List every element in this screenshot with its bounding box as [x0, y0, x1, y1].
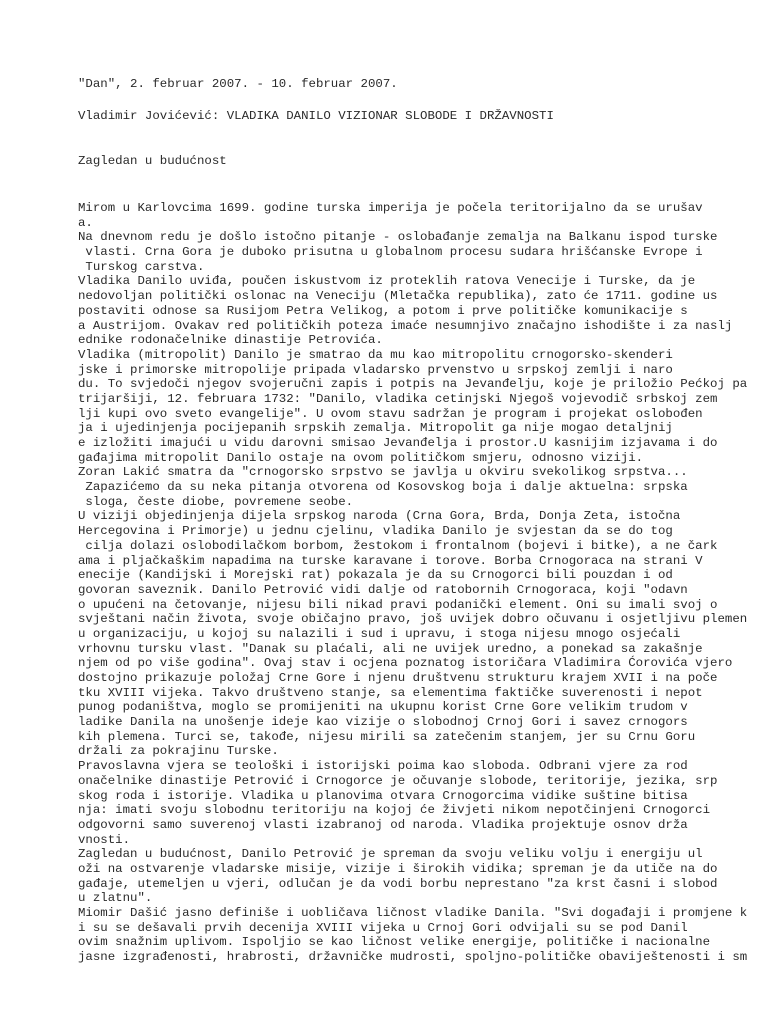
article-body: [78, 201, 768, 965]
source-line: "Dan", 2. februar 2007. - 10. februar 2007.: [78, 77, 398, 91]
body-line: vlasti. Crna Gora je duboko prisutna u globalnom procesu sudara hrišćanske Evrope i: [78, 245, 703, 260]
body-line: Pravoslavna vjera se teološki i istorijski poima kao sloboda. Odbrani vjere za rod: [78, 759, 688, 774]
body-line: vrhovnu tursku vlast. "Danak su plaćali, ali ne uvijek uredno, a ponekad sa zakašnje: [78, 641, 703, 656]
body-line: dostojno prikazuje položaj Crne Gore i njenu društvenu strukturu krajem XVII i na poče: [78, 671, 718, 685]
body-line: ja i ujedinjenja pocijepanih srpskih zemalja. Mitropolit ga nije mogao detaljnij: [78, 421, 673, 436]
body-line: Zapazićemo da su neka pitanja otvorena od Kosovskog boja i dalje aktuelna: srpska: [78, 480, 688, 495]
body-line: Hercegovina i Primorje) u jednu cjelinu, vladika Danilo je svjestan da se do tog: [78, 524, 673, 539]
body-line: Vladika Danilo uviđa, poučen iskustvom iz proteklih ratova Venecije i Turske, da je: [78, 274, 696, 289]
body-line: odgovorni samo suverenoj vlasti izabranoj od naroda. Vladika projektuje osnov drža: [78, 817, 688, 832]
body-line: Miomir Dašić jasno definiše i uobličava ličnost vladike Danila. "Svi događaji i promjene k: [78, 906, 748, 920]
body-line: skog roda i istorije. Vladika u planovima otvara Crnogorcima vidike suštine bitisa: [78, 788, 688, 803]
body-line: sloga, česte diobe, povremene seobe.: [78, 494, 354, 509]
body-line: govoran saveznik. Danilo Petrović vidi dalje od ratobornih Crnogoraca, koji "odavn: [78, 582, 688, 597]
body-line: lji kupi ovo sveto evangelije". U ovom stavu sadržan je program i projekat oslobođen: [78, 406, 703, 421]
body-line: onačelnike dinastije Petrović i Crnogorce je očuvanje slobode, teritorije, jezika, srp: [78, 773, 718, 788]
body-line: jasne izgrađenosti, hrabrosti, državničke mudrosti, spoljno-političke obaviještenosti i sm: [78, 950, 748, 965]
body-line: nja: imati svoju slobodnu teritoriju na kojoj će živjeti nikom nepotčinjeni Crnogorci: [78, 803, 711, 818]
body-line: i su se dešavali prvih decenija XVIII vijeka u Crnoj Gori odvijali su se pod Danil: [78, 920, 688, 935]
body-line: oži na ostvarenje vladarske misije, vizije i širokih vidika; spreman je da utiče na do: [78, 861, 718, 876]
body-line: punog podaništva, moglo se promijeniti na ukupnu korist Crne Gore velikim trudom v: [78, 700, 688, 715]
body-line: nedovoljan politički oslonac na Veneciju (Mletačka republika), zato će 1711. godine us: [78, 289, 718, 304]
body-line: ladike Danila na unošenje ideje kao vizije o slobodnoj Crnoj Gori i savez crnogors: [78, 715, 688, 730]
body-line: o upućeni na četovanje, nijesu bili nikad pravi podanički element. Oni su imali svoj o: [78, 597, 718, 612]
body-line: ovim snažnim uplivom. Ispoljio se kao ličnost velike energije, političke i nacionalne: [78, 935, 711, 950]
body-line: ednike rodonačelnike dinastije Petrovića.: [78, 333, 383, 348]
body-line: cilja dolazi oslobodilačkom borbom, žestokom i frontalnom (bojevi i bitke), a ne čark: [78, 538, 718, 553]
body-line: kih plemena. Turci se, takođe, nijesu mirili sa zatečenim stanjem, jer su Crnu Goru: [78, 729, 696, 744]
body-line: svještani način života, svoje običajno pravo, još uvijek dobro očuvanu i osjetljivu plemen: [78, 612, 748, 627]
article-subtitle: Zagledan u budućnost: [78, 154, 227, 168]
body-line: tku XVIII vijeka. Takvo društveno stanje, sa elementima faktičke suverenosti i nepot: [78, 685, 703, 700]
article-byline: Vladimir Jovićević: VLADIKA DANILO VIZIONAR SLOBODE I DRŽAVNOSTI: [78, 109, 554, 123]
body-line: gađaje, utemeljen u vjeri, odlučan je da vodi borbu neprestano "za krst časni i slobod: [78, 876, 718, 891]
body-line: trijaršiji, 12. februara 1732: "Danilo, vladika cetinjski Njegoš vojevodič srbskoj zem: [78, 391, 718, 406]
body-line: u organizaciju, u kojoj su nalazili i sud i upravu, i stoga nijesu mnogo osjećali: [78, 626, 681, 641]
body-line: jske i primorske mitropolije pripada vladarsko prvenstvo u srpskoj zemlji i naro: [78, 362, 673, 377]
body-line: Turskog carstva.: [78, 259, 205, 274]
body-line: Vladika (mitropolit) Danilo je smatrao da mu kao mitropolitu crnogorsko-skenderi: [78, 347, 673, 362]
body-line: Na dnevnom redu je došlo istočno pitanje - oslobađanje zemalja na Balkanu ispod turske: [78, 230, 718, 245]
body-line: njem od po više godina". Ovaj stav i ocjena poznatog istoričara Vladimira Ćorovića vjero: [78, 656, 733, 671]
body-line: Zagledan u budućnost, Danilo Petrović je spreman da svoju veliku volju i energiju ul: [78, 847, 703, 862]
body-line: u zlatnu".: [78, 891, 153, 906]
body-line: Mirom u Karlovcima 1699. godine turska imperija je počela teritorijalno da se urušav: [78, 201, 703, 215]
body-line: U viziji objedinjenja dijela srpskog naroda (Crna Gora, Brda, Donja Zeta, istočna: [78, 509, 681, 524]
body-line: postaviti odnose sa Rusijom Petra Velikog, a potom i prve političke komunikacije s: [78, 303, 688, 318]
body-line: a Austrijom. Ovakav red političkih poteza imaće nesumnjivo značajno ishodište i za naslj: [78, 318, 733, 333]
body-line: ama i pljačkaškim napadima na turske karavane i torove. Borba Crnogoraca na strani V: [78, 553, 703, 568]
body-line: gađajima mitropolit Danilo ostaje na ovom političkom smjeru, odnosno viziji.: [78, 450, 644, 465]
body-line: Zoran Lakić smatra da "crnogorsko srpstvo se javlja u okviru svekolikog srpstva...: [78, 465, 688, 480]
body-line: a.: [78, 215, 93, 230]
body-line: du. To svjedoči njegov svojeručni zapis i potpis na Jevanđelju, koje je priložio Pećkoj pa: [78, 377, 748, 392]
body-line: enecije (Kandijski i Morejski rat) pokazala je da su Crnogorci bili pouzdan i od: [78, 568, 673, 583]
body-line: vnosti.: [78, 832, 131, 847]
body-line: držali za pokrajinu Turske.: [78, 744, 279, 759]
body-line: e izložiti imajući u vidu darovni smisao Jevanđelja i prostor.U kasnijim izjavama i do: [78, 436, 718, 450]
